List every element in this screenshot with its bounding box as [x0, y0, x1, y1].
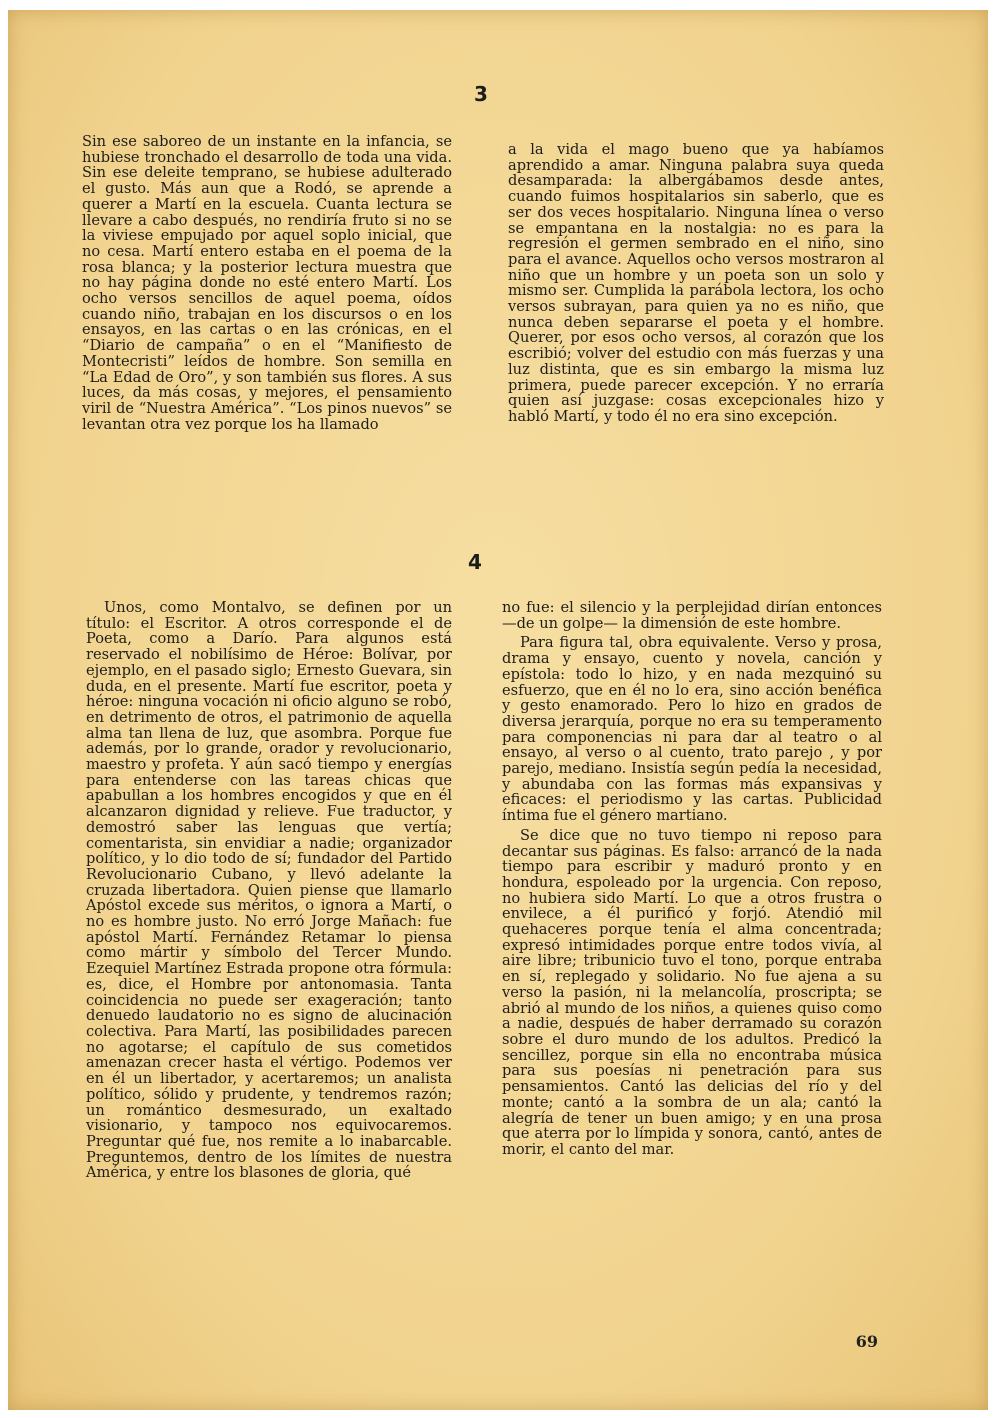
paragraph: Para figura tal, obra equivalente. Verso y prosa, drama y ensayo, cuento y novela, canción y epístola: todo lo hizo, y en nada mezquinó su esfuerzo, que en él no lo era, sino acción benéfica y gesto enamorado. Pero lo hizo en grados de diversa jerarquía, porque no era su temperamento para componencias ni para dar al teatro o al ensayo, al verso o al cuento, trato parejo , y por parejo, mediano. Insistía según pedía la necesidad, y abundaba con las formas más expansivas y eficaces: el periodismo y las cartas. Publicidad íntima fue el género martiano. [502, 634, 882, 825]
paragraph: Unos, como Montalvo, se definen por un título: el Escritor. A otros corresponde el de Poeta, como a Darío. Para algunos está reservado el nobilísimo de Héroe: Bolívar, por ejemplo, en el pasado siglo; Ernesto Guevara, sin duda, en el presente. Martí fue escritor, poeta y héroe: ninguna vocación ni oficio alguno se robó, en detrimento de otros, el patrimonio de aquella alma tan llena de luz, que asombra. Porque fue además, por lo grande, orador y revolucionario, maestro y profeta. Y aún sacó tiempo y energías para entenderse con las tareas chicas que apabullan a los hombres encogidos y que en él alcanzaron dignidad y relieve. Fue traductor, y demostró saber las lenguas que vertía; comentarista, sin envidiar a nadie; organizador político, y lo dio todo de sí; fundador del Partido Revolucionario Cubano, y llevó adelante la cruzada libertadora. Quien piense que llamarlo Apóstol excede sus méritos, o ignora a Martí, o no es hombre justo. No erró Jorge Mañach: fue apóstol Martí. Fernández Retamar lo piensa como mártir y símbolo del Tercer Mundo. Ezequiel Martínez Estrada propone otra fórmula: es, dice, el Hombre por antonomasia. Tanta coincidencia no puede ser exageración; tanto denuedo laudatorio no es signo de alucinación colectiva. Para Martí, las posibilidades parecen no agotarse; el capítulo de sus cometidos amenazan crecer hasta el vértigo. Podemos ver en él un libertador, y acertaremos; un analista político, sólido y prudente, y tendremos razón; un romántico desmesurado, un exaltado visionario, y tampoco nos equivocaremos. Preguntar qué fue, nos remite a lo inabarcable. Preguntemos, dentro de los límites de nuestra América, y entre los blasones de gloria, qué [86, 599, 452, 1182]
page-number: 69 [855, 1332, 878, 1351]
section-4-number: 4 [468, 550, 482, 574]
section-3-left-column [82, 134, 452, 432]
section-4-right-column [502, 600, 882, 1158]
section-3-number: 3 [474, 82, 488, 106]
section-3-right-column [508, 142, 884, 425]
book-page [8, 10, 988, 1410]
paragraph: Sin ese saboreo de un instante en la infancia, se hubiese tronchado el desarrollo de toda una vida. Sin ese deleite temprano, se hubiese adulterado el gusto. Más aun que a Rodó, se aprende a querer a Martí en la escuela. Cuanta lectura se llevare a cabo después, no rendiría fruto si no se la viviese empujado por aquel soplo inicial, que no cesa. Martí entero estaba en el poema de la rosa blanca; y la posterior lectura muestra que no hay página donde no esté entero Martí. Los ocho versos sencillos de aquel poema, oídos cuando niño, trabajan en los discursos o en los ensayos, en las cartas o en las crónicas, en el “Diario de campaña” o en el “Manifiesto de Montecristi” leídos de hombre. Son semilla en “La Edad de Oro”, y son también sus flores. A sus luces, da más cosas, y mejores, el pensamiento viril de “Nuestra América”. “Los pinos nuevos” se levantan otra vez porque los ha llamado [82, 133, 452, 433]
paragraph: no fue: el silencio y la perplejidad dirían entonces —de un golpe— la dimensión de este hombre. [502, 599, 882, 632]
paragraph: Se dice que no tuvo tiempo ni reposo para decantar sus páginas. Es falso: arrancó de la nada tiempo para escribir y maduró pronto y en hondura, espoleado por la urgencia. Con reposo, no hubiera sido Martí. Lo que a otros frustra o envilece, a él purificó y forjó. Atendió mil quehaceres porque tenía el alma concentrada; expresó intimidades porque entre todos vivía, al aire libre; tribunicio tuvo el tono, porque entraba en sí, replegado y solidario. No fue ajena a su verso la pasión, ni la melancolía, proscripta; se abrió al mundo de los niños, a quienes quiso como a nadie, después de haber derramado su corazón sobre el duro mundo de los adultos. Predicó la sencillez, porque sin ella no encontraba música para sus poesías ni penetración para sus pensamientos. Cantó las delicias del río y del monte; cantó a la sombra de un ala; cantó la alegría de tener un buen amigo; y en una prosa que aterra por lo límpida y sonora, cantó, antes de morir, el canto del mar. [502, 826, 882, 1158]
section-4-left-column [86, 600, 452, 1181]
paragraph: a la vida el mago bueno que ya habíamos aprendido a amar. Ninguna palabra suya queda desamparada: la albergábamos desde antes, cuando fuimos hospitalarios sin saberlo, que es ser dos veces hospitalario. Ninguna línea o verso se empantana en la nostalgia: no es para la regresión el germen sembrado en el niño, sino para el avance. Aquellos ocho versos mostraron al niño que un hombre y un poeta son un solo y mismo ser. Cumplida la parábola lectora, los ocho versos subrayan, para quien ya no es niño, que nunca deben separarse el poeta y el hombre. Querer, por esos ocho versos, al corazón que los escribió; volver del estudio con más fuerzas y una luz distinta, que es sin embargo la misma luz primera, puede parecer excepción. Y no erraría quien así juzgase: cosas excepcionales hizo y habló Martí, y todo él no era sino excepción. [508, 141, 884, 425]
